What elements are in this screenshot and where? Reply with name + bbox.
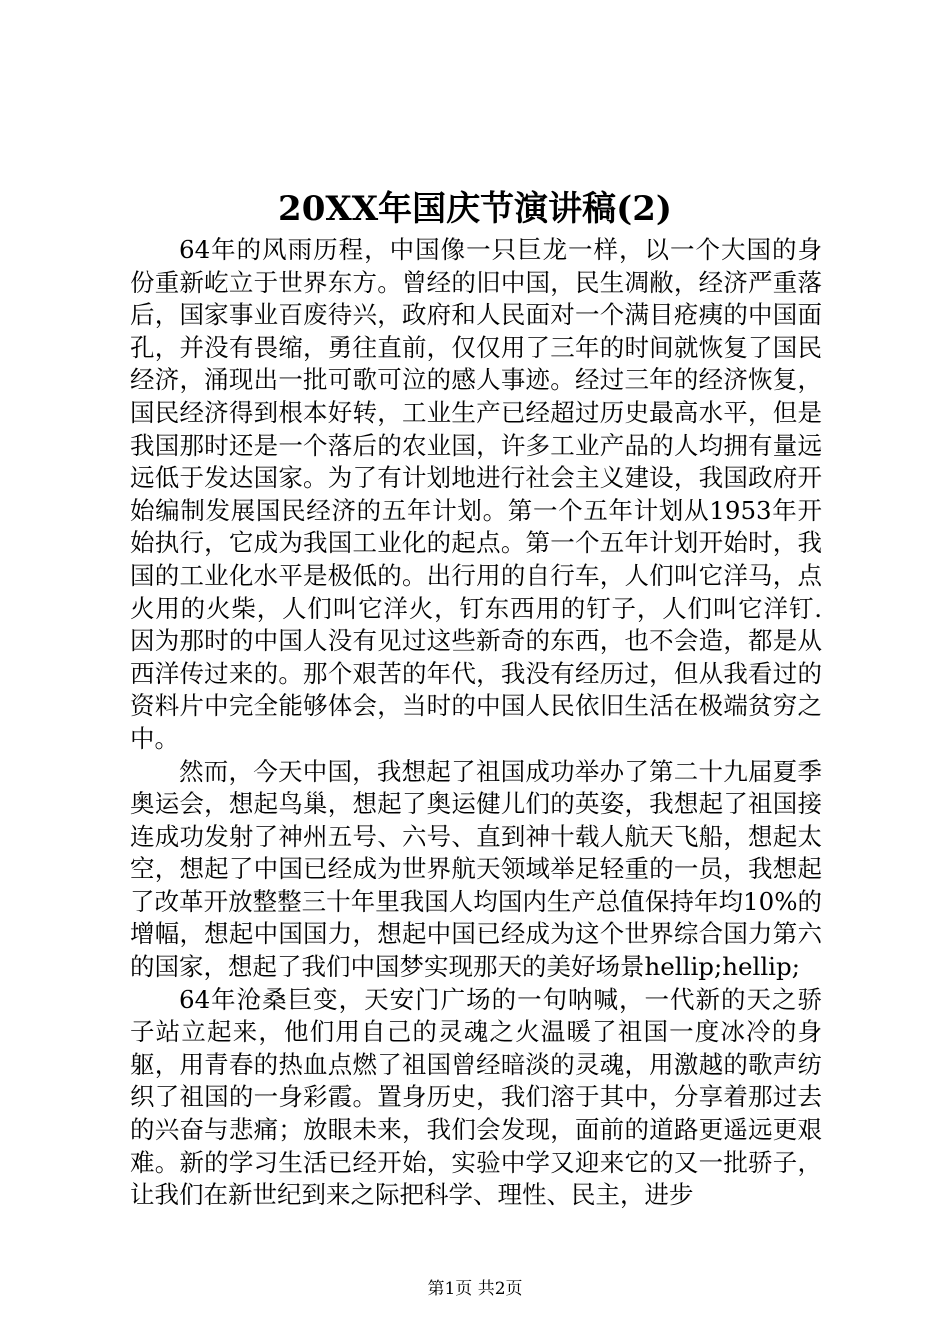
- paragraph: 然而，今天中国，我想起了祖国成功举办了第二十九届夏季奥运会，想起鸟巢，想起了奥运健儿们的英姿，我想起了祖国接连成功发射了神州五号、六号、直到神十载人航天飞船，想起太空，想起了中国已经成为世界航天领域举足轻重的一员，我想起了改革开放整整三十年里我国人均国内生产总值保持年均10%的增幅，想起中国国力，想起中国已经成为这个世界综合国力第六的国家，想起了我们中国梦实现那天的美好场景hellip;hellip;: [130, 756, 822, 982]
- paragraph: 64年沧桑巨变，天安门广场的一句呐喊，一代新的天之骄子站立起来，他们用自己的灵魂之火温暖了祖国一度冰冷的身躯，用青春的热血点燃了祖国曾经暗淡的灵魂，用激越的歌声纺织了祖国的一身彩霞。置身历史，我们溶于其中，分享着那过去的兴奋与悲痛；放眼未来，我们会发现，面前的道路更遥远更艰难。新的学习生活已经开始，实验中学又迎来它的又一批骄子，让我们在新世纪到来之际把科学、理性、民主，进步: [130, 984, 822, 1210]
- document-body: [130, 234, 822, 1212]
- page-number-footer: 第1页 共2页: [427, 1279, 523, 1299]
- document-title: 20XX年国庆节演讲稿(2): [278, 189, 672, 229]
- paragraph: 64年的风雨历程，中国像一只巨龙一样，以一个大国的身份重新屹立于世界东方。曾经的旧中国，民生凋敝，经济严重落后，国家事业百废待兴，政府和人民面对一个满目疮痍的中国面孔，并没有畏缩，勇往直前，仅仅用了三年的时间就恢复了国民经济，涌现出一批可歌可泣的感人事迹。经过三年的经济恢复，国民经济得到根本好转，工业生产已经超过历史最高水平，但是我国那时还是一个落后的农业国，许多工业产品的人均拥有量远远低于发达国家。为了有计划地进行社会主义建设，我国政府开始编制发展国民经济的五年计划。第一个五年计划从1953年开始执行，它成为我国工业化的起点。第一个五年计划开始时，我国的工业化水平是极低的。出行用的自行车，人们叫它洋马，点火用的火柴，人们叫它洋火，钉东西用的钉子，人们叫它洋钉.因为那时的中国人没有见过这些新奇的东西，也不会造，都是从西洋传过来的。那个艰苦的年代，我没有经历过，但从我看过的资料片中完全能够体会，当时的中国人民依旧生活在极端贫穷之中。: [130, 235, 822, 753]
